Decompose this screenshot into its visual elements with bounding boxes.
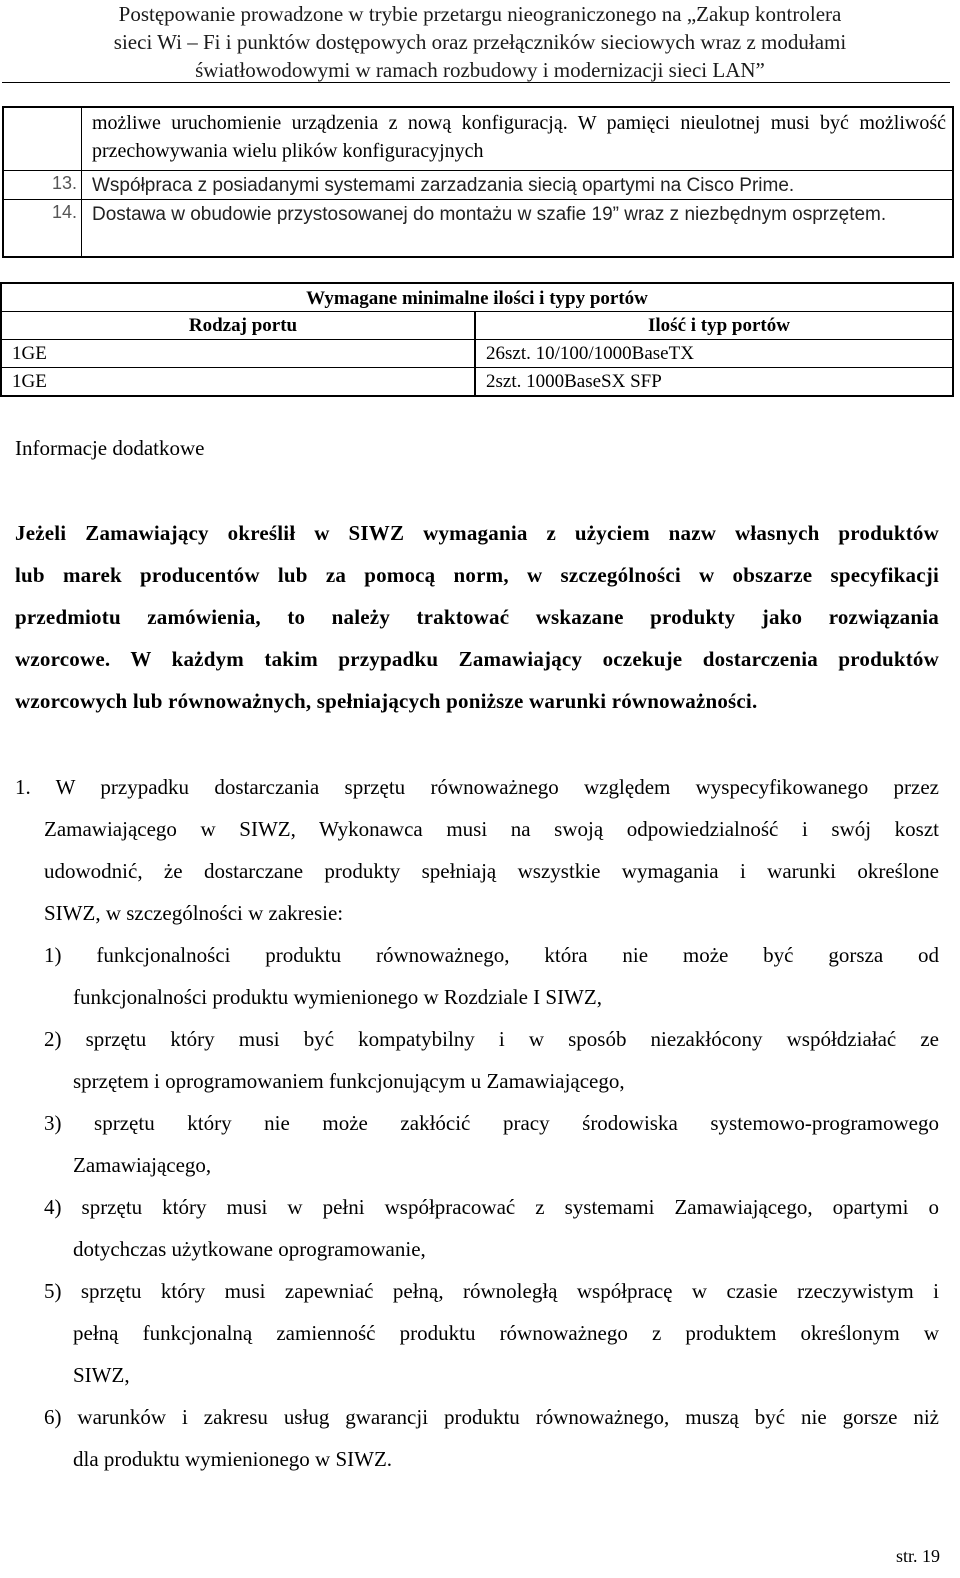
list-item-line: Zamawiającego w SIWZ, Wykonawca musi na swoją odpowiedzialność i swój koszt <box>44 817 939 841</box>
paragraph-line: Jeżeli Zamawiający określił w SIWZ wymagania z użyciem nazw własnych produktów <box>15 521 939 545</box>
paragraph-line: wzorcowych lub równoważnych, spełniających poniższe warunki równoważności. <box>15 689 758 713</box>
sub-item-line: 4) sprzętu który musi w pełni współpracować z systemami Zamawiającego, opartymi o <box>44 1195 939 1219</box>
port-type-cell: 1GE <box>2 368 476 395</box>
table-row <box>2 368 952 395</box>
sub-item-line: dotychczas użytkowane oprogramowanie, <box>73 1237 426 1261</box>
paragraph-line: lub marek producentów lub za pomocą norm, w szczególności w obszarze specyfikacji <box>15 563 939 587</box>
spec-row <box>2 171 954 200</box>
list-item-line: SIWZ, w szczególności w zakresie: <box>44 901 344 925</box>
sub-item-line: 3) sprzętu który nie może zakłócić pracy środowiska systemowo-programowego <box>44 1111 939 1135</box>
conditions-list <box>15 766 939 1480</box>
list-item-line: 1. W przypadku dostarczania sprzętu równoważnego względem wyspecyfikowanego przez <box>15 775 939 799</box>
spec-row-text: Współpraca z posiadanymi systemami zarzadzania siecią opartymi na Cisco Prime. <box>92 175 795 196</box>
document-header <box>0 0 960 84</box>
spec-row <box>2 200 954 258</box>
ports-table-title: Wymagane minimalne ilości i typy portów <box>2 284 952 312</box>
header-line-2: sieci Wi – Fi i punktów dostępowych oraz przełączników sieciowych wraz z modułami <box>113 30 847 54</box>
spec-table <box>2 106 954 258</box>
col-port-qty-header: Ilość i typ portów <box>648 315 790 336</box>
list-item-line: udowodnić, że dostarczane produkty spełniają wszystkie wymagania i warunki określone <box>44 859 939 883</box>
ports-table <box>0 282 954 397</box>
port-qty-cell: 2szt. 1000BaseSX SFP <box>486 371 662 392</box>
paragraph-line: wzorcowe. W każdym takim przypadku Zamawiający oczekuje dostarczenia produktów <box>15 647 939 671</box>
sub-item-line: funkcjonalności produktu wymienionego w Rozdziale I SIWZ, <box>73 985 602 1009</box>
spec-row-number <box>4 108 82 170</box>
sub-item-line: pełną funkcjonalną zamienność produktu równoważnego z produktem określonym w <box>73 1321 939 1345</box>
paragraph-line: przedmiotu zamówienia, to należy traktować wskazane produkty jako rozwiązania <box>15 605 939 629</box>
page-number: str. 19 <box>895 1546 940 1566</box>
spec-row-number: 13. <box>4 171 82 199</box>
header-line-1: Postępowanie prowadzone w trybie przetargu nieograniczonego na „Zakup kontrolera <box>118 2 842 26</box>
equivalence-intro-paragraph <box>15 512 939 722</box>
sub-item-line: sprzętem i oprogramowaniem funkcjonującym u Zamawiającego, <box>73 1069 625 1093</box>
port-qty-cell: 26szt. 10/100/1000BaseTX <box>486 343 694 364</box>
sub-item-line: 5) sprzętu który musi zapewniać pełną, równoległą współpracę w czasie rzeczywistym i <box>44 1279 939 1303</box>
sub-item-line: 6) warunków i zakresu usług gwarancji produktu równoważnego, muszą być nie gorsze niż <box>44 1405 939 1429</box>
sub-item-line: Zamawiającego, <box>73 1153 212 1177</box>
sub-item-line: dla produktu wymienionego w SIWZ. <box>73 1447 393 1471</box>
port-type-cell: 1GE <box>2 340 476 367</box>
spec-row-text: możliwe uruchomienie urządzenia z nową konfiguracją. W pamięci nieulotnej musi być możliwość przechowywania wielu plików konfiguracyjnych <box>92 112 946 162</box>
spec-row-text: Dostawa w obudowie przystosowanej do montażu w szafie 19” wraz z niezbędnym osprzętem. <box>92 204 887 225</box>
info-heading: Informacje dodatkowe <box>15 436 205 460</box>
sub-item-line: 2) sprzętu który musi być kompatybilny i w sposób niezakłócony współdziałać ze <box>44 1027 939 1051</box>
sub-item-line: 1) funkcjonalności produktu równoważnego, która nie może być gorsza od <box>44 943 939 967</box>
col-port-type-header: Rodzaj portu <box>2 312 476 339</box>
header-divider <box>2 82 950 83</box>
spec-row <box>2 108 954 171</box>
table-row <box>2 340 952 368</box>
header-line-3: światłowodowymi w ramach rozbudowy i modernizacji sieci LAN” <box>195 58 765 82</box>
spec-row-number: 14. <box>4 200 82 256</box>
ports-table-header <box>2 312 952 340</box>
sub-item-line: SIWZ, <box>73 1363 130 1387</box>
